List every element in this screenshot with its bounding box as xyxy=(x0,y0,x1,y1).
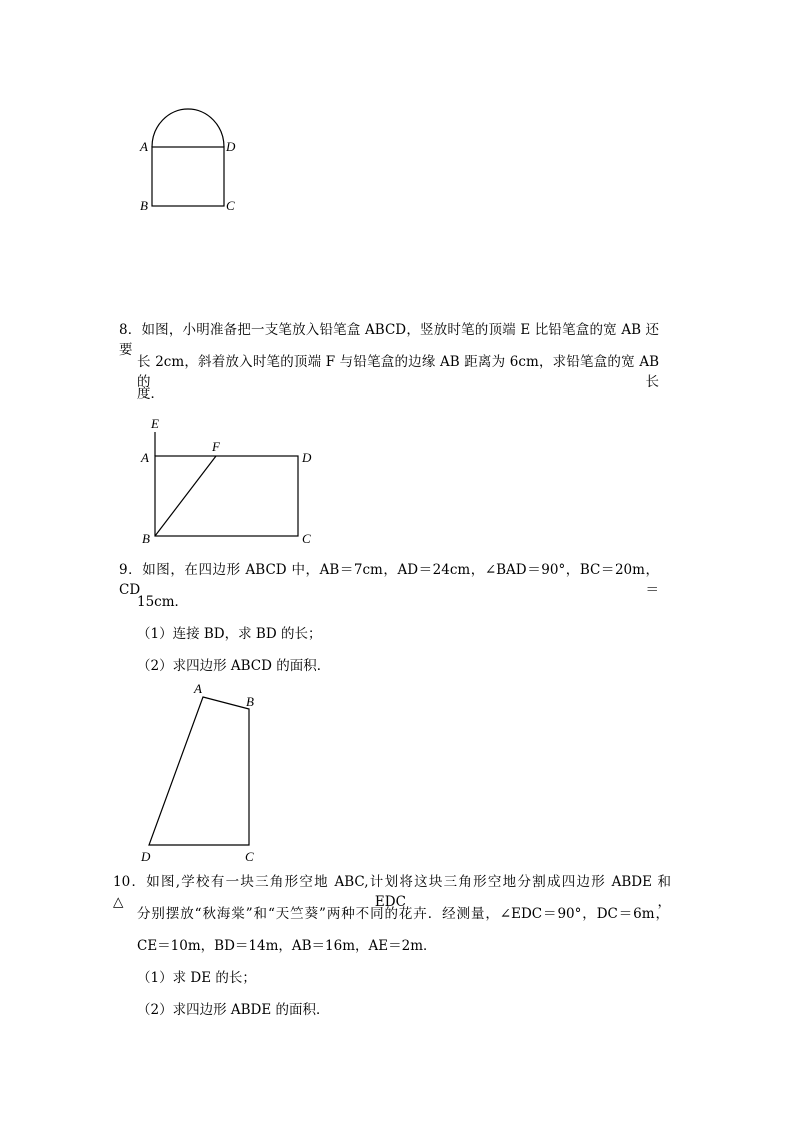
label-d: D xyxy=(226,139,236,154)
label-a: A xyxy=(194,681,202,696)
label-b: B xyxy=(140,198,148,213)
label-e: E xyxy=(151,416,159,431)
q10-sub-question-2: （2）求四边形 ABDE 的面积． xyxy=(137,1002,330,1018)
label-d: D xyxy=(141,849,151,864)
label-f: F xyxy=(212,439,220,454)
label-b: B xyxy=(142,531,150,546)
pencil-box xyxy=(155,456,298,536)
label-a: A xyxy=(140,139,148,154)
label-c: C xyxy=(226,198,235,213)
q10-sub-question-1: （1）求 DE 的长； xyxy=(137,970,256,986)
rectangle-abcd xyxy=(152,147,224,206)
label-a: A xyxy=(141,450,149,465)
pen-diagonal xyxy=(155,456,216,536)
q9-text-line-2: 15cm． xyxy=(137,594,189,610)
label-c: C xyxy=(302,531,311,546)
q10-text-line-2: 分别摆放“秋海棠”和“天竺葵”两种不同的花卉．经测量，∠EDC＝90°，DC＝6m， xyxy=(137,906,669,922)
q10-text-line-3: CE＝10m，BD＝14m，AB＝16m，AE＝2m． xyxy=(137,938,437,954)
figure-q7-shapes xyxy=(152,109,224,206)
q9-text-line-1: 9．如图，在四边形 ABCD 中，AB＝7cm，AD＝24cm，∠BAD＝90°，BC＝20m，CD＝ xyxy=(119,562,659,598)
q10-text-line-1: 10．如图,学校有一块三角形空地 ABC,计划将这块三角形空地分割成四边形 ABDE 和△EDC， xyxy=(113,874,671,910)
quadrilateral-abcd xyxy=(149,697,249,845)
label-b: B xyxy=(246,694,254,709)
label-d: D xyxy=(302,450,312,465)
label-c: C xyxy=(245,849,254,864)
q8-text-line-3: 度． xyxy=(137,386,164,402)
semicircle-arc xyxy=(152,109,224,147)
q8-text-line-2: 长 2cm，斜着放入时笔的顶端 F 与铅笔盒的边缘 AB 距离为 6cm，求铅笔盒的宽 AB 的长 xyxy=(137,354,659,390)
q9-sub-question-1: （1）连接 BD，求 BD 的长； xyxy=(137,626,322,642)
q9-sub-question-2: （2）求四边形 ABCD 的面积． xyxy=(137,658,331,674)
q8-text-line-1: 8．如图，小明准备把一支笔放入铅笔盒 ABCD，竖放时笔的顶端 E 比铅笔盒的宽 AB 还要 xyxy=(119,322,659,358)
